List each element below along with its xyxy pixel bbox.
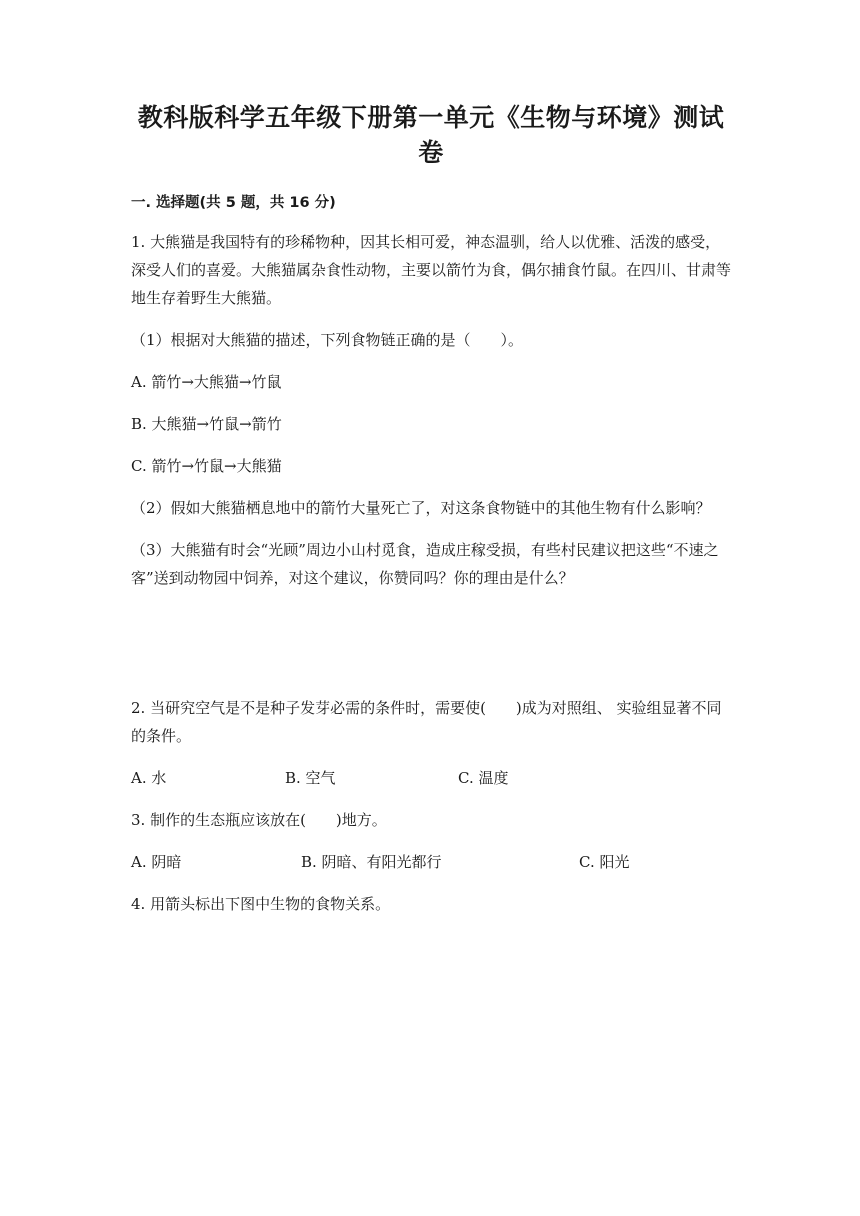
q3-options: [131, 848, 731, 876]
q2-option-b: B. 空气: [285, 769, 336, 787]
q2-options: [131, 764, 731, 792]
q3-option-a: A. 阴暗: [131, 853, 182, 871]
q3-stem: 3. 制作的生态瓶应该放在( )地方。: [131, 811, 387, 829]
q1-sub2: （2）假如大熊猫栖息地中的箭竹大量死亡了，对这条食物链中的其他生物有什么影响？: [131, 499, 711, 517]
q2-option-c: C. 温度: [458, 769, 509, 787]
q3-option-b: B. 阴暗、有阳光都行: [301, 853, 442, 871]
q2-option-a: A. 水: [131, 769, 167, 787]
q1-option-b: B. 大熊猫→竹鼠→箭竹: [131, 415, 282, 433]
q1-sub1: （1）根据对大熊猫的描述，下列食物链正确的是（ ）。: [131, 331, 524, 349]
q1-stem: 1. 大熊猫是我国特有的珍稀物种，因其长相可爱，神态温驯，给人以优雅、活泼的感受，深受人们的喜爱。大熊猫属杂食性动物，主要以箭竹为食，偶尔捕食竹鼠。在四川、甘肃等地生存着野生大熊猫。: [131, 233, 732, 307]
section-heading: 一. 选择题(共 5 题，共 16 分): [131, 195, 336, 211]
page-title: 教科版科学五年级下册第一单元《生物与环境》测试卷: [137, 103, 725, 167]
answer-space: [131, 606, 731, 694]
q2-stem: 2. 当研究空气是不是种子发芽必需的条件时，需要使( )成为对照组、 实验组显著不同的条件。: [131, 699, 722, 745]
q4-stem: 4. 用箭头标出下图中生物的食物关系。: [131, 895, 391, 913]
exam-page: [131, 100, 731, 932]
q1-option-c: C. 箭竹→竹鼠→大熊猫: [131, 457, 282, 475]
q3-option-c: C. 阳光: [579, 853, 630, 871]
q1-sub3: （3）大熊猫有时会“光顾”周边小山村觅食，造成庄稼受损，有些村民建议把这些“不速之客”送到动物园中饲养，对这个建议，你赞同吗？你的理由是什么？: [131, 541, 719, 587]
q1-option-a: A. 箭竹→大熊猫→竹鼠: [131, 373, 282, 391]
